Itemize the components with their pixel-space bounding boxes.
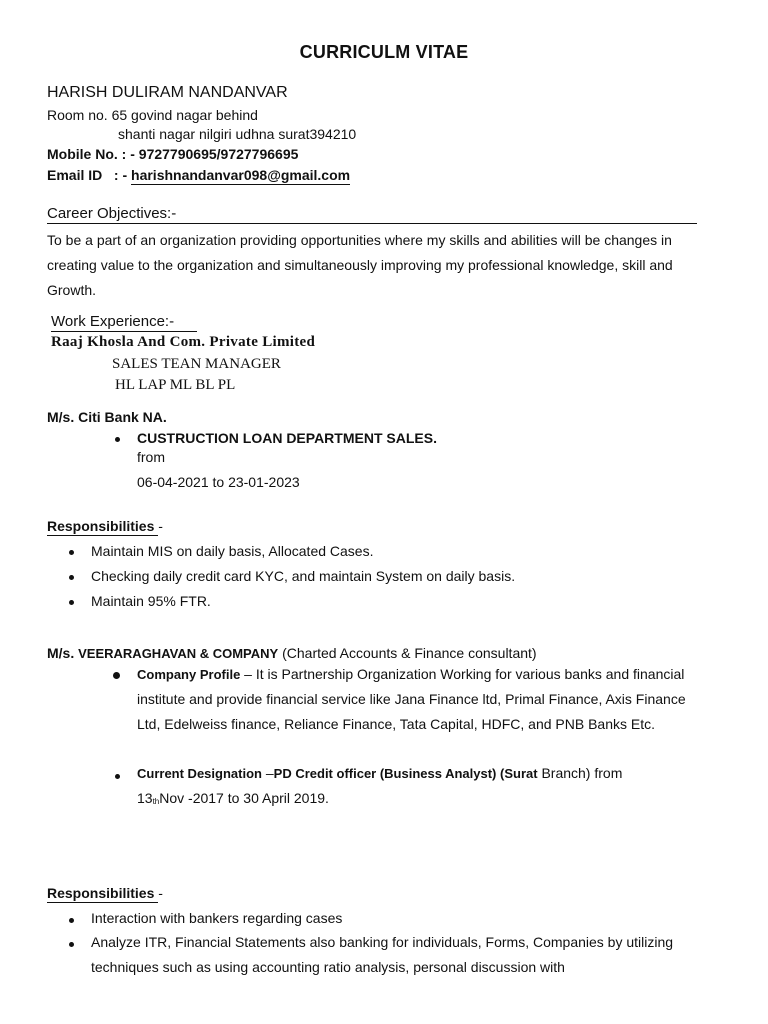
candidate-name: HARISH DULIRAM NANDANVAR: [47, 84, 288, 101]
designation-dash: –: [261, 765, 274, 781]
bullet-icon: [115, 774, 120, 779]
list-item: Maintain 95% FTR.: [91, 593, 211, 609]
bullet-icon: [115, 437, 120, 442]
company-citi-bank: M/s. Citi Bank NA.: [47, 409, 167, 425]
mobile-row: [47, 146, 298, 162]
date-suffix: th: [152, 797, 160, 806]
citi-dates: 06-04-2021 to 23-01-2023: [137, 474, 300, 490]
work-experience-heading: Work Experience:-: [51, 313, 175, 330]
company-raaj-khosla: Raaj Khosla And Com. Private Limited: [51, 334, 316, 350]
document-title: CURRICULM VITAE: [299, 42, 469, 62]
bullet-icon: [69, 942, 74, 947]
designation-title: PD Credit officer (Business Analyst) (Surat: [273, 766, 538, 781]
career-objectives-rule: [47, 223, 697, 224]
company-prefix: M/s.: [47, 645, 75, 661]
from-label: from: [137, 449, 165, 465]
bullet-icon: [69, 918, 74, 923]
work-experience-rule: [51, 331, 197, 332]
company-description: (Charted Accounts & Finance consultant): [282, 645, 537, 661]
bullet-icon: [69, 550, 74, 555]
email-label: Email ID : -: [47, 167, 128, 183]
responsibilities-dash: -: [158, 518, 163, 534]
company-veeraraghavan: [47, 645, 537, 661]
address-line-1: Room no. 65 govind nagar behind: [47, 107, 258, 123]
career-objectives-text: To be a part of an organization providing opportunities where my skills and abilities will be changes in creating value to the organization and simultaneously improving my professional knowledge, skill and Growth.: [47, 232, 673, 298]
bullet-icon: [69, 575, 74, 580]
mobile-label: Mobile No. : -: [47, 146, 135, 162]
list-item: Interaction with bankers regarding cases: [91, 910, 343, 926]
company-name: VEERARAGHAVAN & COMPANY: [78, 646, 279, 661]
career-objectives-heading: Career Objectives:-: [47, 205, 177, 222]
list-item: Maintain MIS on daily basis, Allocated Cases.: [91, 543, 374, 559]
bullet-icon: [113, 672, 120, 679]
responsibilities-heading-2: [47, 885, 163, 903]
list-item: Analyze ITR, Financial Statements also banking for individuals, Forms, Companies by utilizing techniques such as using accounting ratio analysis, personal discussion with: [91, 934, 674, 975]
list-item: Checking daily credit card KYC, and maintain System on daily basis.: [91, 568, 516, 584]
responsibilities-label: Responsibilities: [47, 518, 155, 534]
responsibilities-label: Responsibilities: [47, 885, 155, 901]
designation-rest: Branch) from: [537, 765, 623, 781]
role-sales-team-manager: SALES TEAN MANAGER: [112, 356, 281, 372]
date-day: 13: [137, 790, 153, 806]
responsibilities-heading-1: [47, 518, 163, 536]
email-value[interactable]: harishnandanvar098@gmail.com: [131, 167, 351, 183]
company-profile-text: – It is Partnership Organization Working for various banks and financial institute and provide financial service like Jana Finance ltd, Primal Finance, Axis Finance Ltd, Edelweiss finance, Reliance Finance, Tata Capital, HDFC, and PNB Banks Etc.: [137, 666, 686, 732]
bullet-icon: [69, 600, 74, 605]
designation-label: Current Designation: [137, 766, 262, 781]
address-line-2: shanti nagar nilgiri udhna surat394210: [118, 126, 357, 142]
email-row: [47, 167, 350, 183]
mobile-value: 9727790695/9727796695: [138, 146, 299, 162]
designation-paragraph: [137, 761, 697, 813]
company-profile-label: Company Profile: [137, 667, 241, 682]
date-rest: Nov -2017 to 30 April 2019.: [159, 790, 329, 806]
responsibilities-dash: -: [158, 885, 163, 901]
company-profile-paragraph: [137, 662, 697, 737]
products-line: HL LAP ML BL PL: [115, 377, 236, 393]
department-text: CUSTRUCTION LOAN DEPARTMENT SALES.: [137, 430, 437, 446]
